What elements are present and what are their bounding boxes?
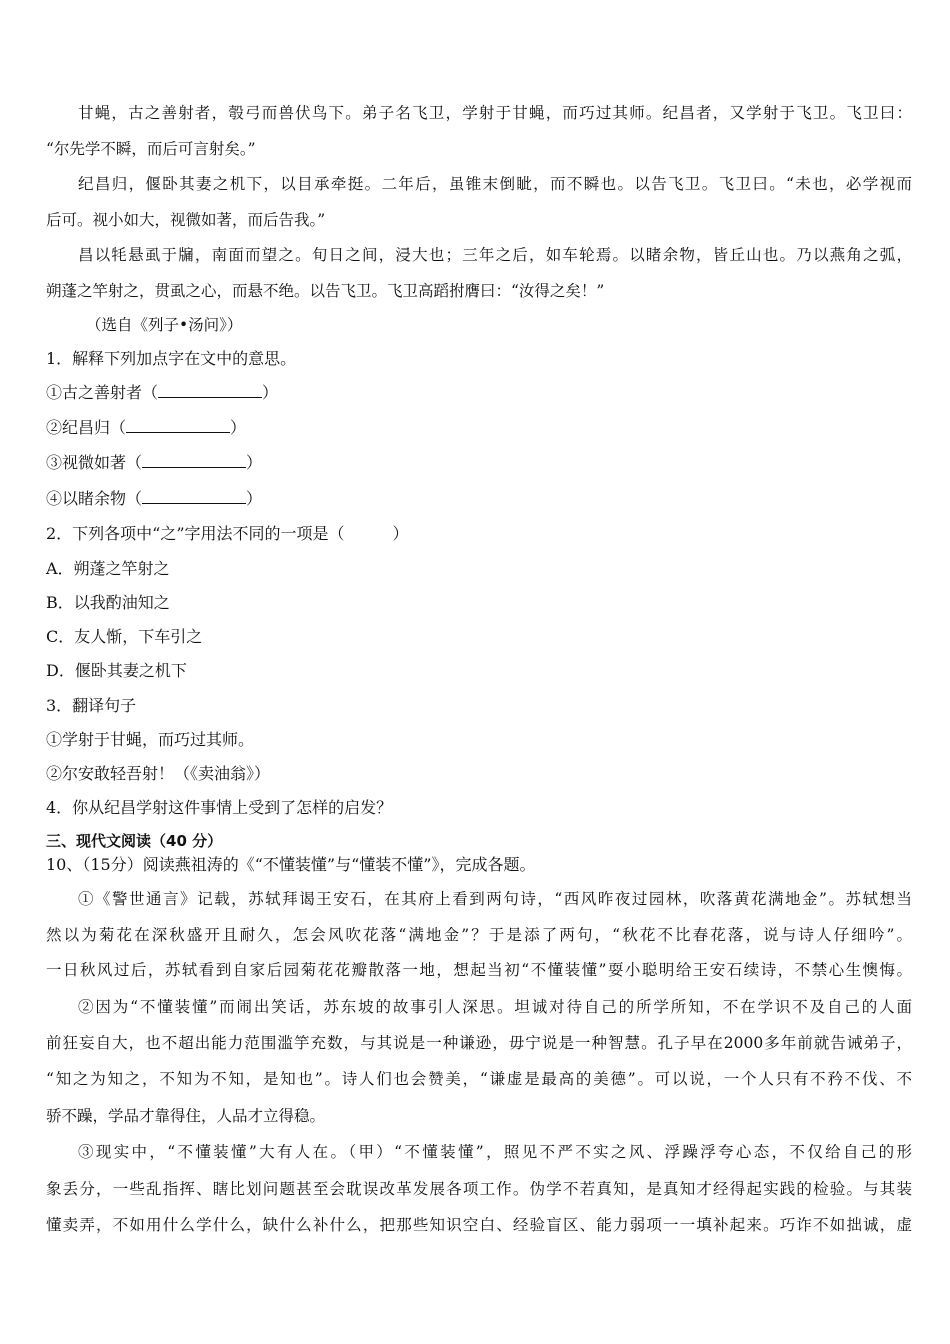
passage-p1-line2: “尔先学不瞬，而后可言射矣。” — [46, 140, 256, 158]
answer-blank[interactable] — [142, 489, 246, 504]
article-p3-line3: 懂卖弄，不如用什么学什么，缺什么补什么，把那些知识空白、经验盲区、能力弱项一一填补起来。巧诈不如拙诚，虚 — [46, 1216, 912, 1234]
answer-blank[interactable] — [126, 418, 230, 433]
q2-option-c: C．友人惭，下车引之 — [46, 627, 203, 646]
passage-p3-line1: 昌以牦悬虱于牖，南面而望之。旬日之间，浸大也；三年之后，如车轮焉。以睹余物，皆丘山也。乃以燕角之弧， — [78, 246, 912, 264]
q3-item-1: ①学射于甘蝇，而巧过其师。 — [46, 730, 255, 749]
passage-source: （选自《列子•汤问》） — [86, 316, 243, 334]
question-10: 10、（15分）阅读燕祖涛的《“不懂装懂”与“懂装不懂”》，完成各题。 — [46, 855, 536, 874]
question-2: 2．下列各项中“之”字用法不同的一项是（ ） — [46, 524, 409, 543]
passage-p1-line1: 甘蝇，古之善射者，彀弓而兽伏鸟下。弟子名飞卫，学射于甘蝇，而巧过其师。纪昌者，又学射于飞卫。飞卫曰： — [78, 104, 912, 122]
q1-item-4: ④以睹余物（ ） — [46, 489, 263, 508]
question-1: 1．解释下列加点字在文中的意思。 — [46, 349, 297, 368]
article-p2-line3: “知之为知之，不知为不知，是知也”。诗人们也会赞美，“谦虚是最高的美德”。可以说，一个人只有不矜不伐、不 — [46, 1070, 912, 1088]
q2-option-a: A．朔蓬之竿射之 — [46, 559, 170, 578]
q1-item-label: ①古之善射者（ — [46, 383, 159, 402]
article-p2-line1: ②因为“不懂装懂”而闹出笑话，苏东坡的故事引人深思。坦诚对待自己的所学所知，不在学识不及自己的人面 — [78, 998, 912, 1016]
article-p3-line2: 象丢分，一些乱指挥、瞎比划问题甚至会耽误改革发展各项工作。伪学不若真知，是真知才经得起实践的检验。与其装 — [46, 1180, 912, 1198]
q1-item-3: ③视微如著（ ） — [46, 453, 263, 472]
question-4: 4．你从纪昌学射这件事情上受到了怎样的启发？ — [46, 798, 393, 817]
article-p1-line1: ①《警世通言》记载，苏轼拜谒王安石，在其府上看到两句诗，“西风昨夜过园林，吹落黄花满地金”。苏轼想当 — [78, 890, 912, 908]
question-3: 3．翻译句子 — [46, 696, 137, 715]
q2-option-d: D．偃卧其妻之机下 — [46, 661, 187, 680]
article-p3-line1: ③现实中，“不懂装懂”大有人在。（甲）“不懂装懂”，照见不严不实之风、浮躁浮夸心态，不仅给自己的形 — [78, 1143, 912, 1161]
passage-p2-line1: 纪昌归，偃卧其妻之机下，以目承牵挺。二年后，虽锥末倒眦，而不瞬也。以告飞卫。飞卫曰。“未也，必学视而 — [78, 175, 912, 193]
article-p1-line2: 然以为菊花在深秋盛开且耐久，怎会风吹花落“满地金”？于是添了两句，“秋花不比春花落，说与诗人仔细吟”。 — [46, 926, 912, 944]
q1-item-1: ①古之善射者（ ） — [46, 383, 279, 402]
passage-p3-line2: 朔蓬之竿射之，贯虱之心，而悬不绝。以告飞卫。飞卫高蹈拊膺曰：“汝得之矣！” — [46, 282, 605, 300]
passage-p2-line2: 后可。视小如大，视微如著，而后告我。” — [46, 211, 326, 229]
q1-item-label: ②纪昌归（ — [46, 418, 127, 437]
article-p2-line4: 骄不躁，学品才靠得住，人品才立得稳。 — [46, 1107, 326, 1125]
q1-item-label: ③视微如著（ — [46, 453, 143, 472]
answer-blank[interactable] — [158, 383, 262, 398]
q1-item-2: ②纪昌归（ ） — [46, 418, 247, 437]
q3-item-2: ②尔安敢轻吾射！（《卖油翁》） — [46, 764, 271, 783]
answer-blank[interactable] — [142, 453, 246, 468]
q2-option-b: B．以我酌油知之 — [46, 593, 170, 612]
section-heading: 三、现代文阅读（40 分） — [46, 832, 223, 850]
q1-item-label: ④以睹余物（ — [46, 489, 143, 508]
article-p2-line2: 前狂妄自大，也不超出能力范围滥竽充数，与其说是一种谦逊，毋宁说是一种智慧。孔子早在2000多年前就告诫弟子， — [46, 1034, 912, 1052]
article-p1-line3: 一日秋风过后，苏轼看到自家后园菊花花瓣散落一地，想起当初“不懂装懂”耍小聪明给王安石续诗，不禁心生懊悔。 — [46, 961, 912, 979]
